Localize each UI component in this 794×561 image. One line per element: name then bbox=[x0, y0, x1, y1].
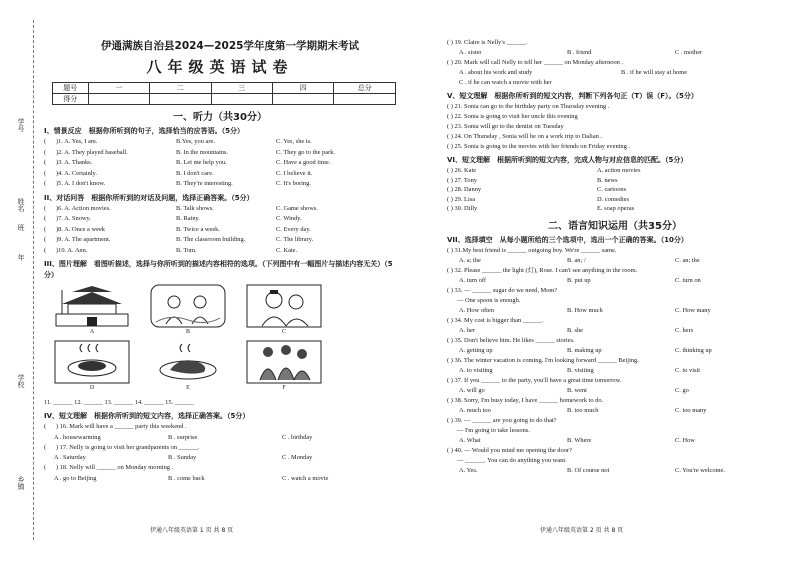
camping-picture-icon bbox=[150, 284, 226, 328]
question-row: ( )9. A. The apartment. B. The classroom building. C. The library. bbox=[44, 236, 314, 243]
cut-line bbox=[33, 20, 34, 540]
margin-label-name: 姓名 bbox=[17, 198, 25, 212]
question-row: ( )3. A. Thanks. B. Let me help you. C. Have a good time. bbox=[44, 159, 331, 166]
question-row: ( )1. A. Yes, I am. B.Yes, you are. C. Yes, she is. bbox=[44, 138, 312, 145]
question-options: A . sister B . friend C . mother bbox=[459, 49, 703, 56]
question-options: C . if he can watch a movie with her bbox=[459, 79, 552, 86]
question-options: A. her B. she C. hers bbox=[459, 326, 694, 334]
question-stem: ( ) 39. — ______ are you going to do that? bbox=[447, 416, 557, 424]
section-3-title: III、图片理解 看图听描述，选择与你所听到的描述内容相符的选项。（下列图中有一幅图片与描述内容无关）（5分） bbox=[44, 260, 393, 279]
margin-label-grade: 年 bbox=[17, 254, 25, 261]
score-cell[interactable] bbox=[150, 94, 211, 105]
score-head-cell: 一 bbox=[88, 83, 149, 94]
margin-label-class: 班 bbox=[17, 224, 25, 231]
question-options: A . housewarming B . surprise C . birthday bbox=[54, 433, 313, 441]
question-options: A. will go B. went C. go bbox=[459, 386, 689, 394]
picture-grid bbox=[44, 284, 334, 396]
question-stem: ( ) 16. Mark will have a ______ party this weekend . bbox=[44, 423, 187, 430]
section-1-title: I、情景反应 根据你所听到的句子，选择恰当的应答语。（5分） bbox=[44, 127, 244, 135]
question-stem: ( ) 32. Please ______ the light (灯), Rose. I can't see anything in the room. bbox=[447, 266, 638, 274]
section-6-title: VI、短文理解 根据所听到的短文内容，完成人物与对应信息的匹配。（5分） bbox=[447, 156, 688, 164]
question-stem: ( ) 20. Mark will call Nelly to tell her ______ on Monday afternoon . bbox=[447, 59, 624, 66]
question-stem: ( ) 33. — ______ sugar do we need, Mom? bbox=[447, 286, 558, 294]
left-page bbox=[44, 38, 396, 484]
margin-label-town: 乡镇 bbox=[17, 476, 25, 490]
page-footer-left: 伊通八年级英语第 1 页 共 8 页 bbox=[150, 527, 234, 534]
roast-chicken-picture-icon bbox=[150, 340, 226, 384]
right-page bbox=[447, 38, 783, 476]
picture-answer-blanks[interactable]: 11. ______ 12. ______ 13. ______ 14. ______ 15. ______ bbox=[44, 399, 194, 406]
margin-label-school: 学校 bbox=[17, 374, 25, 388]
exam-title: 伊通满族自治县2024—2025学年度第一学期期末考试 bbox=[101, 40, 359, 52]
score-head-cell: 三 bbox=[211, 83, 272, 94]
score-row-label: 得分 bbox=[53, 94, 89, 105]
score-cell[interactable] bbox=[273, 94, 334, 105]
picture-a: A bbox=[44, 284, 140, 340]
match-row: ( ) 29. Lisa D. comedies bbox=[447, 195, 629, 203]
question-options: A. a; the B. an; / C. an; the bbox=[459, 256, 700, 264]
question-stem: ( ) 38. Sorry, I'm busy today, I have ______ homework to do. bbox=[447, 396, 604, 404]
picture-d: D bbox=[44, 340, 140, 396]
family-picture-icon bbox=[246, 340, 322, 384]
question-row: ( )6. A. Action movies. B. Talk shows. C. Game shows. bbox=[44, 204, 318, 212]
question-stem-reply: — I'm going to take lessons. bbox=[457, 426, 530, 434]
question-options: A. turn off B. put up C. turn on bbox=[459, 276, 701, 284]
question-options: A. getting up B. making up C. thinking up bbox=[459, 346, 712, 354]
question-options: A . about his work and study B . if he will stay at home bbox=[459, 69, 688, 76]
match-row: ( ) 30. Dilly E. soap operas bbox=[447, 205, 635, 212]
doctor-picture-icon bbox=[246, 284, 322, 328]
question-stem: ( ) 19. Claire is Nelly's ______. bbox=[447, 39, 528, 46]
match-row: ( ) 26. Kate A. action movies bbox=[447, 167, 641, 174]
score-table bbox=[52, 82, 396, 105]
section-4-title: IV、短文理解 根据你所听到的短文内容，选择正确答案。（5分） bbox=[44, 412, 250, 420]
score-cell[interactable] bbox=[334, 94, 396, 105]
question-options: A. What B. Where C. How bbox=[459, 436, 695, 444]
question-stem: ( ) 35. Don't believe him. He likes ______ stories. bbox=[447, 336, 575, 344]
question-stem: ( ) 31.My best friend is ______ outgoing boy. We're ______ same. bbox=[447, 246, 617, 254]
section-2-items bbox=[44, 204, 396, 257]
tf-row: ( ) 24. On Thursday , Sonia will be on a work trip to Dalian . bbox=[447, 133, 603, 140]
exam-subtitle: 八年级英语试卷 bbox=[146, 58, 294, 76]
question-options: A. How often B. How much C. How many bbox=[459, 306, 711, 314]
match-row: ( ) 28. Danny C. cartoons bbox=[447, 186, 627, 193]
question-stem-reply: — One spoon is enough. bbox=[457, 296, 521, 304]
match-row: ( ) 27. Tony B. news bbox=[447, 176, 618, 184]
binding-margin bbox=[0, 0, 40, 561]
picture-e: E bbox=[140, 340, 236, 396]
picture-b: B bbox=[140, 284, 236, 340]
question-row: ( )8. A. Once a week B. Twice a week. C. Every day. bbox=[44, 225, 311, 233]
section-4-items bbox=[44, 422, 396, 484]
score-cell[interactable] bbox=[211, 94, 272, 105]
question-stem: ( ) 34. My cost is bigger than ______. bbox=[447, 316, 544, 324]
question-options: A. much too B. too much C. too many bbox=[459, 406, 707, 414]
question-options: A . Saturday B . Sunday C . Monday bbox=[54, 454, 313, 461]
tiananmen-picture-icon bbox=[54, 284, 130, 328]
question-row: ( )5. A. I don't know. B. They're interesting. C. It's boring. bbox=[44, 180, 311, 187]
margin-label-student-no: 学号 bbox=[17, 118, 25, 132]
question-row: ( )4. A. Certainly. B. I don't care. C. I believe it. bbox=[44, 169, 313, 177]
score-head-cell: 二 bbox=[150, 83, 211, 94]
tf-row: ( ) 22. Sonia is going to visit her uncle this evening bbox=[447, 113, 578, 120]
score-head-cell: 题号 bbox=[53, 83, 89, 94]
score-head-cell: 总分 bbox=[334, 83, 396, 94]
score-head-cell: 四 bbox=[273, 83, 334, 94]
question-row: ( )10. A. Ann. B. Tom. C. Kate. bbox=[44, 246, 298, 254]
question-stem-reply: — ______. You can do anything you want. bbox=[457, 456, 567, 464]
question-row: ( )2. A. They played baseball. B. In the mountains. C. They go to the park. bbox=[44, 148, 335, 156]
part1-heading: 一、听力（共30分） bbox=[173, 112, 267, 123]
section-7-items bbox=[447, 246, 783, 476]
section-5-title: V、短文理解 根据你所听到的短文内容，判断下列各句正（T）误（F）。（5分） bbox=[447, 92, 698, 100]
question-options: A . go to Beijing B . come back C . watch a movie bbox=[54, 474, 329, 482]
section-2-title: II、对话问答 根据你所听到的对话及问题，选择正确答案。（5分） bbox=[44, 193, 254, 202]
picture-f: F bbox=[236, 340, 332, 396]
cooking-picture-icon bbox=[54, 340, 130, 384]
question-stem: ( ) 40. — Would you mind me opening the door? bbox=[447, 446, 572, 454]
section-7-title: VII、选择填空 从每小题所给的三个选项中，选出一个正确的答案。（10分） bbox=[447, 235, 688, 244]
part2-heading: 二、语言知识运用（共35分） bbox=[548, 220, 682, 232]
tf-row: ( ) 23. Sonia will go to the dentist on Tuesday bbox=[447, 123, 564, 130]
picture-c: C bbox=[236, 284, 332, 340]
question-options: A. Yes. B. Of course not C. You're welcome. bbox=[459, 466, 725, 474]
question-options: A. to visiting B. visiting C. to visit bbox=[459, 366, 701, 374]
question-stem: ( ) 36. The winter vacation is coming. I'm looking forward ______ Beijing. bbox=[447, 356, 639, 364]
question-stem: ( ) 37. If you ______ to the party, you'll have a great time tomorrow. bbox=[447, 376, 622, 384]
score-cell[interactable] bbox=[88, 94, 149, 105]
question-row: ( )7. A. Snowy. B. Rainy. C. Windy. bbox=[44, 215, 302, 222]
section-1-items bbox=[44, 137, 396, 190]
tf-row: ( ) 21. Sonia can go to the birthday party on Thursday evening . bbox=[447, 103, 610, 110]
question-stem: ( ) 17. Nelly is going to visit her grandparents on ______. bbox=[44, 443, 200, 451]
question-stem: ( ) 18. Nelly will ______ on Monday morning . bbox=[44, 464, 174, 471]
page-footer-right: 伊通八年级英语第 2 页 共 8 页 bbox=[540, 527, 624, 534]
tf-row: ( ) 25. Sonia is going to the movies with her friends on Friday evening . bbox=[447, 143, 631, 150]
